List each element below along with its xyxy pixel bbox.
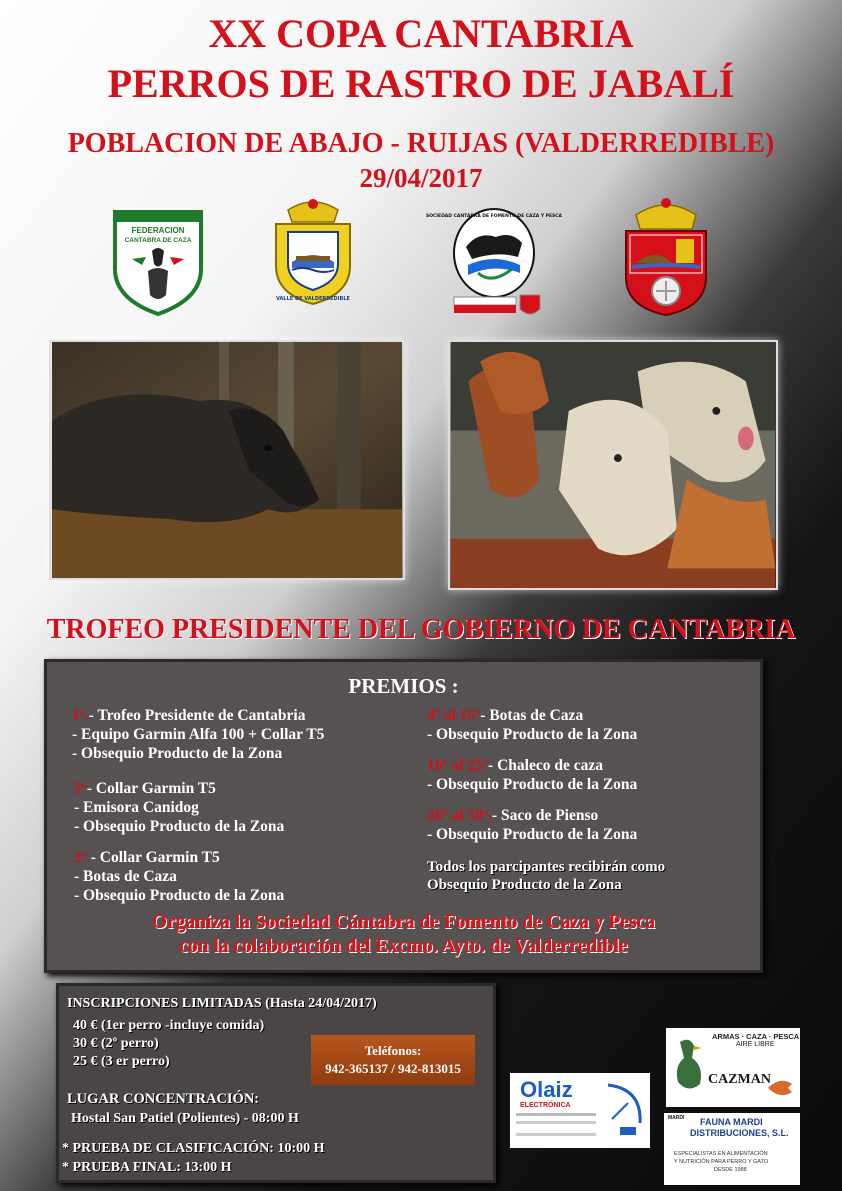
- valle-text: VALLE DE VALDERREDIBLE: [276, 296, 350, 302]
- olaiz-ad: [510, 1073, 650, 1148]
- cantabria-coat-of-arms-logo: [620, 193, 712, 319]
- event-location: POBLACION DE ABAJO - RUIJAS (VALDERREDIBLE): [67, 128, 775, 159]
- price-second-dog: 30 € (2º perro): [73, 1036, 159, 1051]
- organizer-line1: Organiza la Sociedad Cántabra de Fomento de Caza y Pesca: [151, 912, 656, 933]
- telefonos-label: Teléfonos:: [364, 1043, 422, 1058]
- prize-first-item: - Equipo Garmin Alfa 100 + Collar T5: [72, 726, 325, 743]
- prize-16-25-label: 16º al 25º: [427, 757, 489, 774]
- olaiz-name: Olaiz: [520, 1077, 573, 1102]
- prize-first: [72, 706, 324, 763]
- prize-second-label: 2º: [74, 780, 87, 797]
- prize-16-25-item: - Obsequio Producto de la Zona: [427, 776, 638, 793]
- prize-first-label: 1º.: [72, 707, 89, 724]
- price-first-dog: 40 € (1er perro -incluye comida): [73, 1018, 265, 1033]
- prize-third-label: 3º.: [74, 849, 91, 866]
- event-date: 29/04/2017: [359, 163, 483, 193]
- prize-third-item: - Obsequio Producto de la Zona: [74, 887, 285, 904]
- prize-26-50-label: 26º al 50º.: [427, 807, 492, 824]
- prize-first-item: - Obsequio Producto de la Zona: [72, 745, 283, 762]
- prize-4-15-item: - Obsequio Producto de la Zona: [427, 726, 638, 743]
- valderredible-shield-logo: [266, 196, 360, 308]
- poster-title-line2: PERROS DE RASTRO DE JABALÍ: [107, 61, 735, 106]
- prize-second-item: - Emisora Canidog: [74, 799, 199, 816]
- lugar-heading: LUGAR CONCENTRACIÓN:: [67, 1091, 260, 1107]
- participants-note-line1: Todos los parcipantes recibirán como: [427, 859, 666, 875]
- inscriptions-heading: INSCRIPCIONES LIMITADAS (Hasta 24/04/2017): [67, 996, 377, 1011]
- hunting-dogs-photo: [448, 340, 778, 590]
- prize-16-25: [427, 756, 637, 794]
- prize-second: [74, 779, 284, 836]
- fauna-mardi-ad: [664, 1113, 800, 1185]
- prize-4-15-label: 4º al 15º: [427, 707, 481, 724]
- satellite-dish-icon: [602, 1079, 646, 1139]
- participants-note: [427, 858, 665, 894]
- prizes-title: PREMIOS :: [348, 674, 459, 698]
- prizes-panel: [44, 659, 763, 973]
- prueba-final: * PRUEBA FINAL: 13:00 H: [62, 1160, 232, 1175]
- fauna-line2: DISTRIBUCIONES, S.L.: [690, 1128, 789, 1138]
- organizer-line2: con la colaboración del Excmo. Ayto. de Valderredible: [179, 936, 628, 957]
- federacion-line1: FEDERACION: [131, 226, 185, 235]
- prueba-clasificacion: * PRUEBA DE CLASIFICACIÓN: 10:00 H: [62, 1141, 325, 1156]
- wild-boar-photo: [49, 340, 405, 580]
- poster-title-line1: XX COPA CANTABRIA: [208, 11, 634, 56]
- prize-second-item: - Obsequio Producto de la Zona: [74, 818, 285, 835]
- federacion-line2: CANTABRA DE CAZA: [124, 237, 192, 244]
- prize-4-15-item: - Botas de Caza: [480, 707, 584, 724]
- prize-16-25-item: - Chaleco de caza: [488, 757, 603, 774]
- sociedad-text: SOCIEDAD CANTABRA DE FOMENTO DE CAZA Y PESCA: [425, 214, 563, 219]
- lugar-value: Hostal San Patiel (Polientes) - 08:00 H: [71, 1111, 299, 1126]
- telefonos-numbers: 942-365137 / 942-813015: [325, 1061, 461, 1076]
- cazman-ad: [666, 1028, 800, 1107]
- participants-note-line2: Obsequio Producto de la Zona: [427, 877, 622, 893]
- cazman-name: CAZMAN: [708, 1072, 771, 1087]
- fauna-desc3: DESDE 1988: [714, 1167, 747, 1173]
- prize-third-item: - Collar Garmin T5: [90, 849, 220, 866]
- fauna-desc1: ESPECIALISTAS EN ALIMENTACIÓN: [674, 1151, 768, 1157]
- price-third-dog: 25 € (3 er perro): [73, 1054, 170, 1069]
- organizer-text: [47, 911, 760, 959]
- fauna-line1: FAUNA MARDI: [700, 1117, 763, 1127]
- sociedad-fomento-logo: [425, 203, 563, 321]
- trofeo-heading: TROFEO PRESIDENTE DEL GOBIERNO DE CANTABRIA: [46, 614, 796, 645]
- cazman-sub: AIRE LIBRE: [736, 1041, 775, 1048]
- telefonos-box: [311, 1035, 475, 1085]
- prize-second-item: - Collar Garmin T5: [86, 780, 216, 797]
- prize-26-50-item: - Saco de Pienso: [491, 807, 599, 824]
- prize-4-15: [427, 706, 637, 744]
- prize-first-item: - Trofeo Presidente de Cantabria: [88, 707, 306, 724]
- federacion-caza-logo: [112, 209, 204, 317]
- fauna-desc2: Y NUTRICIÓN PARA PERRO Y GATO: [674, 1159, 769, 1165]
- cazman-top: ARMAS · CAZA · PESCA: [712, 1032, 800, 1041]
- duck-icon: [670, 1036, 706, 1096]
- prize-26-50: [427, 806, 637, 844]
- mardi-brand: MARDI: [668, 1115, 685, 1121]
- prize-third-item: - Botas de Caza: [74, 868, 177, 885]
- olaiz-sub: ELECTRÓNICA: [520, 1102, 571, 1109]
- fish-icon: [766, 1072, 796, 1102]
- prize-26-50-item: - Obsequio Producto de la Zona: [427, 826, 638, 843]
- prize-third: [74, 848, 284, 905]
